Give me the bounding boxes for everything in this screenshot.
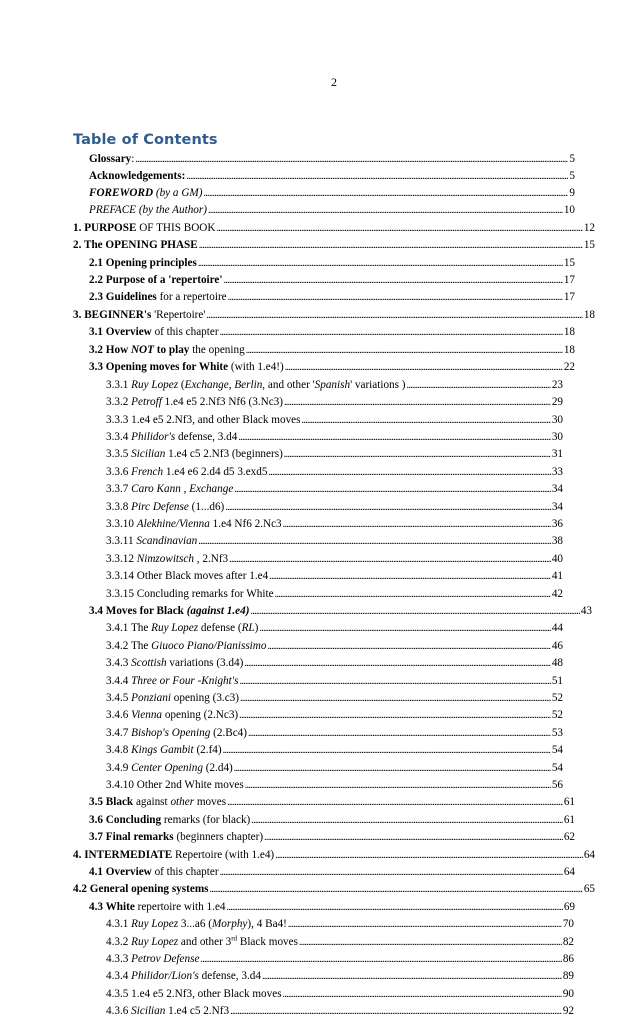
toc-dot-leader	[264, 830, 563, 846]
toc-entry-label: 3.3.2 Petroff 1.e4 e5 2.Nf3 Nf6 (3.Nc3)	[106, 396, 283, 408]
toc-entry-label: 4.3 White repertoire with 1.e4	[89, 901, 226, 913]
toc-entry-page: 36	[551, 518, 563, 530]
toc-dot-leader	[268, 465, 550, 481]
toc-entry-page: 10	[563, 204, 575, 216]
toc-dot-leader	[228, 290, 563, 306]
toc-entry-e48[interactable]	[106, 968, 574, 984]
toc-entry-label: 3.3.10 Alekhine/Vienna 1.e4 Nf6 2.Nc3	[106, 518, 282, 530]
toc-dot-leader	[288, 917, 562, 933]
toc-entry-e29[interactable]	[106, 638, 563, 654]
toc-entry-e05[interactable]	[73, 220, 595, 236]
toc-entry-e31[interactable]	[106, 673, 563, 689]
toc-dot-leader	[285, 360, 563, 376]
toc-entry-e09[interactable]	[89, 289, 575, 305]
toc-entry-e35[interactable]	[106, 742, 563, 758]
toc-entry-page: 53	[551, 727, 563, 739]
toc-dot-leader	[224, 273, 563, 289]
toc-entry-page: 40	[551, 553, 563, 565]
toc-entry-label: 4.3.2 Ruy Lopez and other 3rd Black moves	[106, 934, 298, 948]
toc-entry-page: 5	[569, 153, 575, 165]
toc-entry-label: PREFACE (by the Author)	[89, 204, 207, 216]
toc-dot-leader	[259, 621, 550, 637]
toc-entry-label: 3.7 Final remarks (beginners chapter)	[89, 831, 264, 843]
toc-entry-page: 62	[563, 831, 575, 843]
toc-entry-page: 18	[583, 309, 595, 321]
toc-entry-label: Acknowledgements:	[89, 170, 186, 182]
toc-entry-page: 42	[551, 588, 563, 600]
toc-entry-label: 3.4.7 Bishop's Opening (2.Bc4)	[106, 727, 247, 739]
toc-entry-page: 54	[551, 762, 563, 774]
toc-dot-leader	[198, 534, 551, 550]
toc-entry-page: 64	[583, 849, 595, 861]
toc-entry-page: 38	[551, 535, 563, 547]
toc-entry-page: 5	[569, 170, 575, 182]
toc-entry-e17[interactable]	[106, 429, 563, 445]
toc-entry-label: 3. BEGINNER's 'Repertoire'	[73, 309, 206, 321]
toc-entry-label: 3.3 Opening moves for White (with 1.e4!)	[89, 361, 284, 373]
toc-dot-leader	[203, 186, 568, 202]
toc-entry-page: 33	[551, 466, 563, 478]
toc-entry-page: 43	[580, 605, 592, 617]
toc-entry-e15[interactable]	[106, 394, 563, 410]
toc-dot-leader	[284, 395, 551, 411]
toc-entry-page: 41	[551, 570, 563, 582]
toc-entry-label: 4. INTERMEDIATE Repertoire (with 1.e4)	[73, 849, 275, 861]
toc-entry-label: 2. The OPENING PHASE	[73, 239, 198, 251]
toc-dot-leader	[238, 430, 550, 446]
toc-entry-label: 3.3.5 Sicilian 1.e4 c5 2.Nf3 (beginners)	[106, 448, 283, 460]
toc-entry-e14[interactable]	[106, 377, 563, 393]
toc-dot-leader	[248, 726, 551, 742]
toc-entry-label: 3.4.5 Ponziani opening (3.c3)	[106, 692, 239, 704]
toc-dot-leader	[220, 325, 563, 341]
toc-entry-page: 70	[562, 918, 574, 930]
toc-entry-e27[interactable]	[89, 603, 592, 619]
toc-entry-e47[interactable]	[106, 951, 574, 967]
toc-entry-label: 3.4.10 Other 2nd White moves	[106, 779, 244, 791]
toc-entry-e06[interactable]	[73, 237, 595, 253]
toc-entry-e22[interactable]	[106, 516, 563, 532]
toc-entry-label: 3.4 Moves for Black (against 1.e4)	[89, 605, 250, 617]
toc-entry-e25[interactable]	[106, 568, 563, 584]
toc-dot-leader	[284, 447, 551, 463]
toc-entry-label: 4.3.6 Sicilian 1.e4 c5 2.Nf3	[106, 1005, 230, 1017]
toc-dot-leader	[223, 743, 551, 759]
toc-dot-leader	[208, 203, 563, 219]
toc-entry-e40[interactable]	[89, 829, 575, 845]
toc-dot-leader	[186, 169, 568, 185]
toc-entry-label: 2.3 Guidelines for a repertoire	[89, 291, 227, 303]
toc-dot-leader	[283, 987, 562, 1003]
toc-entry-page: 34	[551, 501, 563, 513]
toc-entry-e49[interactable]	[106, 986, 574, 1002]
toc-entry-label: 3.3.14 Other Black moves after 1.e4	[106, 570, 269, 582]
toc-entry-e02[interactable]	[89, 168, 575, 184]
toc-entry-label: 2.1 Opening principles	[89, 257, 197, 269]
toc-entry-e42[interactable]	[89, 864, 575, 880]
toc-entry-page: 46	[551, 640, 563, 652]
toc-entry-label: 3.3.3 1.e4 e5 2.Nf3, and other Black moves	[106, 414, 301, 426]
toc-entry-page: 31	[551, 448, 563, 460]
toc-entry-label: 4.3.1 Ruy Lopez 3...a6 (Morphy), 4 Ba4!	[106, 918, 287, 930]
toc-entry-e12[interactable]	[89, 342, 575, 358]
toc-entry-page: 17	[563, 274, 575, 286]
toc-entry-e41[interactable]	[73, 847, 595, 863]
toc-entry-label: 3.4.6 Vienna opening (2.Nc3)	[106, 709, 239, 721]
toc-dot-leader	[198, 256, 563, 272]
toc-entry-label: 1. PURPOSE OF THIS BOOK	[73, 222, 216, 234]
toc-entry-page: 30	[551, 414, 563, 426]
toc-entry-label: 3.2 How NOT to play the opening	[89, 344, 245, 356]
toc-entry-label: 3.4.3 Scottish variations (3.d4)	[106, 657, 244, 669]
toc-entry-label: 3.3.8 Pirc Defense (1...d6)	[106, 501, 225, 513]
toc-entry-page: 82	[562, 936, 574, 948]
toc-entry-label: 4.3.3 Petrov Defense	[106, 953, 200, 965]
toc-entry-label: 3.3.12 Nimzowitsch , 2.Nf3	[106, 553, 229, 565]
toc-entry-page: 44	[551, 622, 563, 634]
toc-entry-label: 3.4.2 The Giuoco Piano/Pianissimo	[106, 640, 267, 652]
toc-entry-page: 12	[583, 222, 595, 234]
toc-dot-leader	[302, 413, 551, 429]
toc-dot-leader	[262, 969, 562, 985]
toc-entry-label: 3.4.1 The Ruy Lopez defense (RL)	[106, 622, 259, 634]
toc-entry-e26[interactable]	[106, 586, 563, 602]
toc-entry-label: 3.3.7 Caro Kann , Exchange	[106, 483, 234, 495]
toc-entry-e10[interactable]	[73, 307, 595, 323]
toc-entry-e08[interactable]	[89, 272, 575, 288]
toc-entry-e28[interactable]	[106, 620, 563, 636]
toc-entry-page: 9	[569, 187, 575, 199]
toc-entry-page: 34	[551, 483, 563, 495]
toc-entry-label: Glossary:	[89, 153, 135, 165]
toc-entry-label: 4.1 Overview of this chapter	[89, 866, 219, 878]
toc-entry-e23[interactable]	[106, 533, 563, 549]
toc-entry-e32[interactable]	[106, 690, 563, 706]
toc-entry-page: 15	[563, 257, 575, 269]
toc-entry-page: 18	[563, 326, 575, 338]
toc-entry-label: 3.1 Overview of this chapter	[89, 326, 219, 338]
toc-entry-page: 92	[562, 1005, 574, 1017]
toc-dot-leader	[220, 865, 563, 881]
toc-entry-label: 4.2 General opening systems	[73, 883, 209, 895]
toc-entry-label: 3.3.4 Philidor's defense, 3.d4	[106, 431, 238, 443]
toc-dot-leader	[275, 848, 583, 864]
toc-dot-leader	[216, 221, 582, 237]
toc-dot-leader	[275, 587, 551, 603]
toc-entry-page: 48	[551, 657, 563, 669]
toc-entry-e19[interactable]	[106, 464, 563, 480]
toc-entry-label: 3.3.1 Ruy Lopez (Exchange, Berlin, and other 'Spanish' variations )	[106, 379, 406, 391]
toc-entry-page: 51	[551, 675, 563, 687]
toc-entry-e18[interactable]	[106, 446, 563, 462]
toc-entry-e37[interactable]	[106, 777, 563, 793]
toc-entry-page: 89	[562, 970, 574, 982]
toc-entry-page: 56	[551, 779, 563, 791]
toc-entry-page: 52	[551, 709, 563, 721]
toc-entry-e45[interactable]	[106, 916, 574, 932]
toc-dot-leader	[245, 778, 551, 794]
toc-entry-label: 3.3.6 French 1.e4 e6 2.d4 d5 3.exd5	[106, 466, 268, 478]
toc-dot-leader	[210, 882, 583, 898]
toc-dot-leader	[199, 238, 583, 254]
toc-entry-e34[interactable]	[106, 725, 563, 741]
toc-dot-leader	[240, 674, 551, 690]
toc-entry-e11[interactable]	[89, 324, 575, 340]
toc-dot-leader	[246, 343, 563, 359]
toc-entry-page: 90	[562, 988, 574, 1000]
toc-heading: Table of Contents	[73, 132, 218, 148]
toc-dot-leader	[227, 900, 563, 916]
toc-dot-leader	[135, 152, 568, 168]
toc-dot-leader	[407, 378, 551, 394]
toc-dot-leader	[244, 656, 550, 672]
toc-entry-page: 23	[551, 379, 563, 391]
toc-entry-page: 61	[563, 814, 575, 826]
toc-entry-page: 18	[563, 344, 575, 356]
toc-dot-leader	[200, 952, 561, 968]
toc-dot-leader	[227, 795, 563, 811]
page-number: 2	[331, 75, 337, 89]
toc-dot-leader	[269, 569, 551, 585]
toc-entry-label: 3.4.9 Center Opening (2.d4)	[106, 762, 233, 774]
toc-entry-e44[interactable]	[89, 899, 575, 915]
toc-entry-e24[interactable]	[106, 551, 563, 567]
toc-dot-leader	[251, 813, 563, 829]
toc-entry-label: 4.3.5 1.e4 e5 2.Nf3, other Black moves	[106, 988, 282, 1000]
toc-entry-label: 3.6 Concluding remarks (for black)	[89, 814, 251, 826]
toc-entry-page: 30	[551, 431, 563, 443]
toc-dot-leader	[234, 482, 551, 498]
toc-dot-leader	[283, 517, 551, 533]
toc-entry-e03[interactable]	[89, 185, 575, 201]
toc-entry-page: 22	[563, 361, 575, 373]
toc-dot-leader	[225, 500, 551, 516]
toc-entry-e01[interactable]	[89, 151, 575, 167]
toc-entry-e36[interactable]	[106, 760, 563, 776]
toc-entry-label: 3.5 Black against other moves	[89, 796, 227, 808]
toc-entry-label: FOREWORD (by a GM)	[89, 187, 203, 199]
toc-entry-e33[interactable]	[106, 707, 563, 723]
toc-dot-leader	[206, 308, 582, 324]
toc-entry-e21[interactable]	[106, 499, 563, 515]
toc-entry-label: 3.4.4 Three or Four -Knight's	[106, 675, 239, 687]
toc-entry-e50[interactable]	[106, 1003, 574, 1019]
toc-entry-e38[interactable]	[89, 794, 575, 810]
toc-dot-leader	[240, 691, 551, 707]
toc-entry-page: 54	[551, 744, 563, 756]
toc-entry-e30[interactable]	[106, 655, 563, 671]
toc-entry-page: 29	[551, 396, 563, 408]
toc-entry-label: 3.4.8 Kings Gambit (2.f4)	[106, 744, 222, 756]
toc-entry-e07[interactable]	[89, 255, 575, 271]
toc-entry-page: 17	[563, 291, 575, 303]
toc-entry-e13[interactable]	[89, 359, 575, 375]
toc-entry-page: 86	[562, 953, 574, 965]
toc-entry-e46[interactable]	[106, 934, 574, 950]
toc-entry-page: 52	[551, 692, 563, 704]
toc-dot-leader	[250, 604, 579, 620]
toc-dot-leader	[267, 639, 550, 655]
toc-entry-label: 4.3.4 Philidor/Lion's defense, 3.d4	[106, 970, 261, 982]
toc-entry-page: 61	[563, 796, 575, 808]
toc-entry-page: 65	[583, 883, 595, 895]
toc-entry-label: 3.3.15 Concluding remarks for White	[106, 588, 274, 600]
toc-dot-leader	[239, 708, 551, 724]
toc-entry-label: 2.2 Purpose of a 'repertoire'	[89, 274, 223, 286]
toc-entry-page: 69	[563, 901, 575, 913]
toc-entry-e39[interactable]	[89, 812, 575, 828]
toc-dot-leader	[234, 761, 551, 777]
toc-dot-leader	[230, 1004, 562, 1020]
toc-entry-e16[interactable]	[106, 412, 563, 428]
toc-entry-e43[interactable]	[73, 881, 595, 897]
toc-dot-leader	[229, 552, 551, 568]
toc-entry-label: 3.3.11 Scandinavian	[106, 535, 198, 547]
toc-entry-page: 64	[563, 866, 575, 878]
toc-dot-leader	[299, 935, 562, 951]
toc-entry-e04[interactable]	[89, 202, 575, 218]
toc-entry-e20[interactable]	[106, 481, 563, 497]
toc-entry-page: 15	[583, 239, 595, 251]
